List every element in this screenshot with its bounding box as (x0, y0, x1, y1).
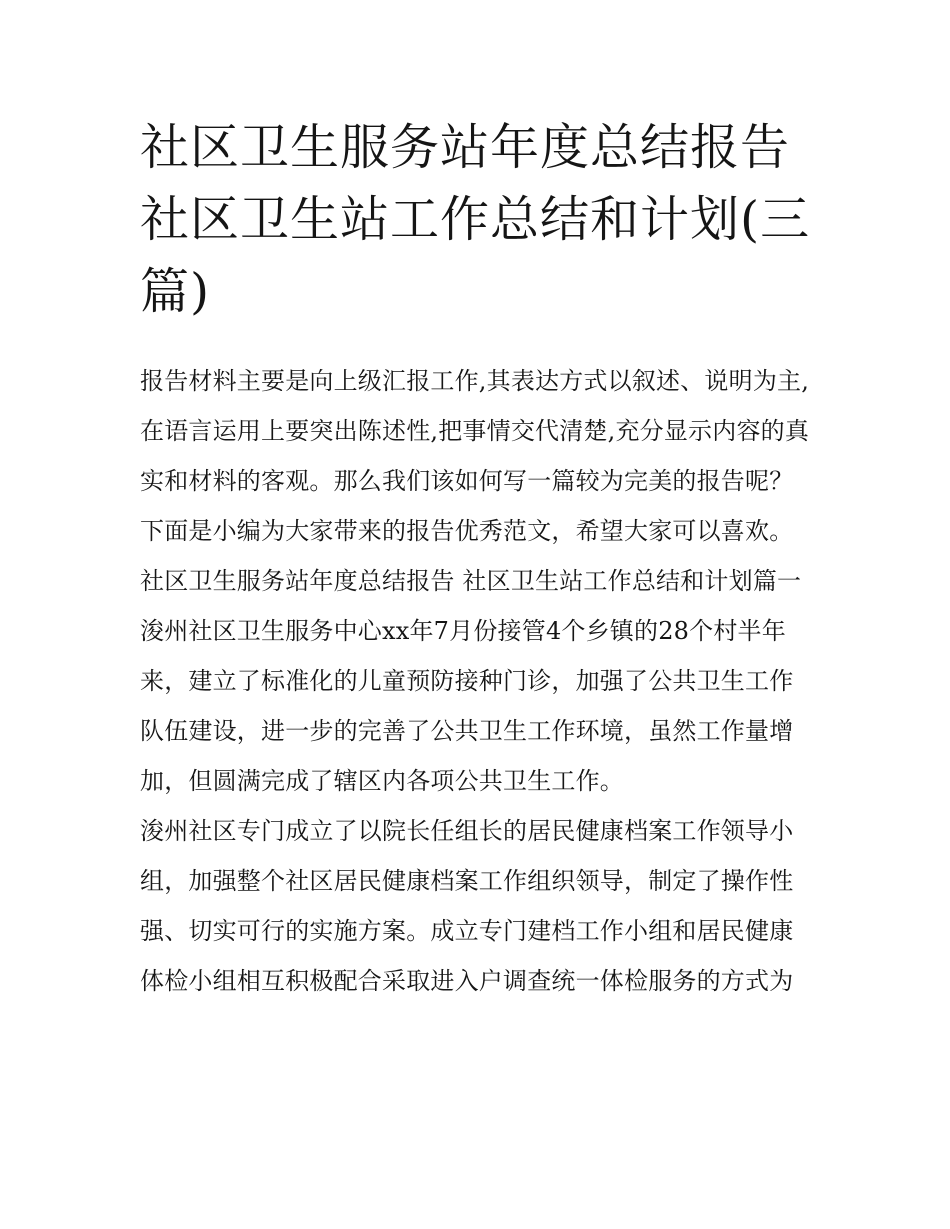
document-body (140, 356, 812, 1006)
section-heading: 社区卫生服务站年度总结报告 社区卫生站工作总结和计划篇一 (140, 567, 802, 595)
intro-paragraph: 报告材料主要是向上级汇报工作,其表达方式以叙述、说明为主,在语言运用上要突出陈述性,把事情交代清楚,充分显示内容的真实和材料的客观。那么我们该如何写一篇较为完美的报告呢？下面是小编为大家带来的报告优秀范文，希望大家可以喜欢。 (140, 367, 810, 545)
body-paragraph: 浚州社区卫生服务中心xx年7月份接管4个乡镇的28个村半年来，建立了标准化的儿童预防接种门诊，加强了公共卫生工作队伍建设，进一步的完善了公共卫生工作环境，虽然工作量增加，但圆满完成了辖区内各项公共卫生工作。 (140, 617, 794, 795)
document-title: 社区卫生服务站年度总结报告 社区卫生站工作总结和计划(三篇) (140, 119, 811, 320)
body-paragraph: 浚州社区专门成立了以院长任组长的居民健康档案工作领导小组，加强整个社区居民健康档案工作组织领导，制定了操作性强、切实可行的实施方案。成立专门建档工作小组和居民健康体检小组相互积极配合采取进入户调查统一体检服务的方式为 (140, 817, 794, 995)
